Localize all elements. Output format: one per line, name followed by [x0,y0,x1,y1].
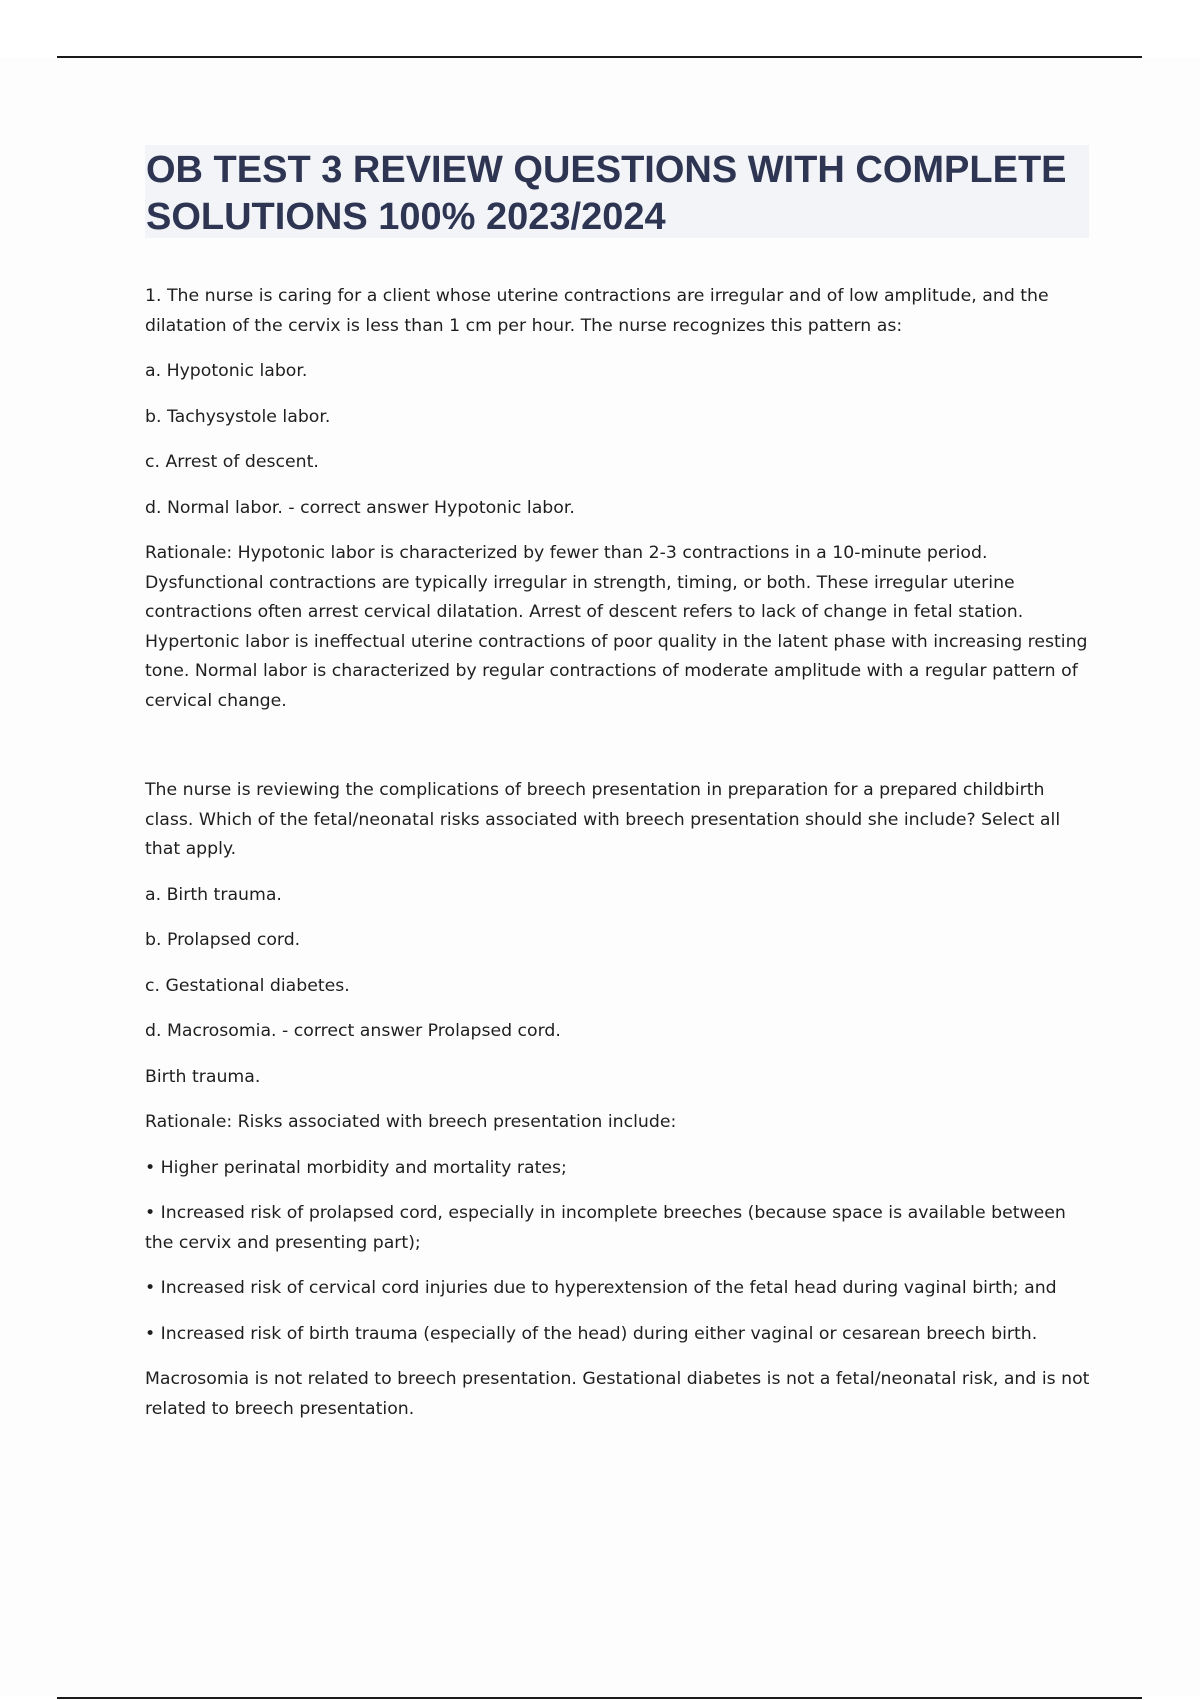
bottom-rule [57,1697,1142,1699]
question-2-option-b: b. Prolapsed cord. [145,930,301,950]
question-1-option-c: c. Arrest of descent. [145,452,319,472]
question-1-option-b: b. Tachysystole labor. [145,406,331,427]
question-2-option-a: a. Birth trauma. [145,884,282,905]
question-2-rationale-intro: Rationale: Risks associated with breech presentation include: [145,1112,677,1132]
rationale-bullet: • Increased risk of cervical cord injuries due to hyperextension of the fetal head during vaginal birth; and [145,1278,1057,1298]
question-1-option-a: a. Hypotonic labor. [145,361,308,381]
question-2-option-d: d. Macrosomia. - correct answer Prolapsed cord. [145,1021,561,1041]
question-1-option-d: d. Normal labor. - correct answer Hypotonic labor. [145,497,575,518]
document-title: OB TEST 3 REVIEW QUESTIONS WITH COMPLETE SOLUTIONS 100% 2023/2024 [146,149,1067,238]
question-2-option-c: c. Gestational diabetes. [145,975,350,996]
question-2-answer-continued: Birth trauma. [145,1066,261,1087]
question-2-closing: Macrosomia is not related to breech presentation. Gestational diabetes is not a fetal/neonatal risk, and is not related to breech presentation. [145,1369,1090,1419]
rationale-bullet: • Increased risk of prolapsed cord, especially in incomplete breeches (because space is available between the cervix and presenting part); [145,1203,1066,1253]
rationale-bullet: • Higher perinatal morbidity and mortality rates; [145,1157,567,1178]
question-1-stem: 1. The nurse is caring for a client whose uterine contractions are irregular and of low amplitude, and the dilatation of the cervix is less than 1 cm per hour. The nurse recognizes this pattern as: [145,286,1049,336]
document-body [145,282,1090,1440]
top-rule [57,56,1142,58]
question-1-rationale: Rationale: Hypotonic labor is characterized by fewer than 2-3 contractions in a 10-minute period. Dysfunctional contractions are typically irregular in strength, timing, or both. These irregular uterine contractions often arrest cervical dilatation. Arrest of descent refers to lack of change in fetal station. Hypertonic labor is ineffectual uterine contractions of poor quality in the latent phase with increasing resting tone. Normal labor is characterized by regular contractions of moderate amplitude with a regular pattern of cervical change. [145,543,1088,711]
question-2-stem: The nurse is reviewing the complications of breech presentation in preparation for a prepared childbirth class. Which of the fetal/neonatal risks associated with breech presentation should she include? Select all that apply. [145,780,1061,859]
rationale-bullet: • Increased risk of birth trauma (especially of the head) during either vaginal or cesarean breech birth. [145,1323,1038,1344]
